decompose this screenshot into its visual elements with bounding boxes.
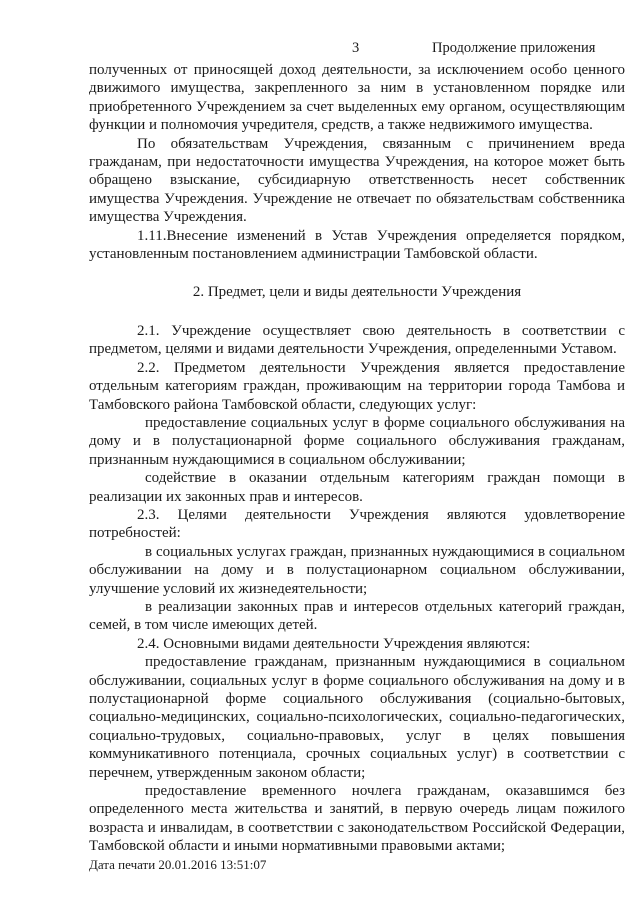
page-number: 3: [352, 40, 360, 56]
paragraph-2-4-activity-1: предоставление гражданам, признанным нуждающимися в социальном обслуживании, социальных услуг в форме социального обслуживания на дому и в полустационарной форме социального обслуживания (социально-бытовых, социально-медицинских, социально-психологических, социально-педагогических, социально-трудовых, социально-правовых, услуг в целях повышения коммуникативного потенциала, срочных социальных услуг) в соответствии с перечнем, утвержденным законом области;: [89, 654, 625, 781]
paragraph-liability: По обязательствам Учреждения, связанным с причинением вреда гражданам, при недостаточности имущества Учреждения, на которое может быть обращено взыскание, субсидиарную ответственность несет собственник имущества Учреждения. Учреждение не отвечает по обязательствам собственника имущества Учреждения.: [89, 135, 625, 226]
paragraph-2-2: 2.2. Предметом деятельности Учреждения является предоставление отдельным категориям граждан, проживающим на территории города Тамбова и Тамбовского района Тамбовской области, следующих услуг:: [89, 359, 625, 413]
paragraph-2-4: 2.4. Основными видами деятельности Учреждения являются:: [137, 635, 531, 652]
paragraph-1-11: 1.11.Внесение изменений в Устав Учреждения определяется порядком, установленным постановлением администрации Тамбовской области.: [89, 227, 625, 263]
paragraph-2-1: 2.1. Учреждение осуществляет свою деятельность в соответствии с предметом, целями и видами деятельности Учреждения, определенными Уставом.: [89, 322, 625, 358]
section-heading-2: 2. Предмет, цели и виды деятельности Учреждения: [192, 284, 522, 301]
paragraph-2-3: 2.3. Целями деятельности Учреждения являются удовлетворение потребностей:: [89, 506, 625, 542]
document-body: [89, 61, 625, 856]
paragraph-2-2-service-1: предоставление социальных услуг в форме социального обслуживания на дому и в полустационарной форме социального обслуживания гражданам, признанным нуждающимися в социальном обслуживании;: [89, 414, 625, 468]
paragraph-2-4-activity-2: предоставление временного ночлега гражданам, оказавшимся без определенного места жительства и занятий, в первую очередь лицам пожилого возраста и инвалидам, в соответствии с законодательством Российской Федерации, Тамбовской области и иными нормативными правовыми актами;: [89, 783, 625, 855]
paragraph-2-3-goal-1: в социальных услугах граждан, признанных нуждающимися в социальном обслуживании на дому и в полустационарном социальном обслуживании, улучшение условий их жизнедеятельности;: [89, 543, 625, 597]
paragraph-property-income: полученных от приносящей доход деятельности, за исключением особо ценного движимого имущества, закрепленного за ним в установленном порядке или приобретенного Учреждением за счет выделенных ему органом, осуществляющим функции и полномочия учредителя, средств, а также недвижимого имущества.: [89, 62, 625, 134]
appendix-continuation-label: Продолжение приложения: [432, 40, 596, 56]
paragraph-2-2-service-2: содействие в оказании отдельным категориям граждан помощи в реализации их законных прав и интересов.: [89, 470, 625, 505]
paragraph-2-3-goal-2: в реализации законных прав и интересов отдельных категорий граждан, семей, в том числе имеющих детей.: [89, 598, 625, 634]
print-date-footer: Дата печати 20.01.2016 13:51:07: [89, 857, 267, 872]
page-header: [0, 40, 640, 60]
